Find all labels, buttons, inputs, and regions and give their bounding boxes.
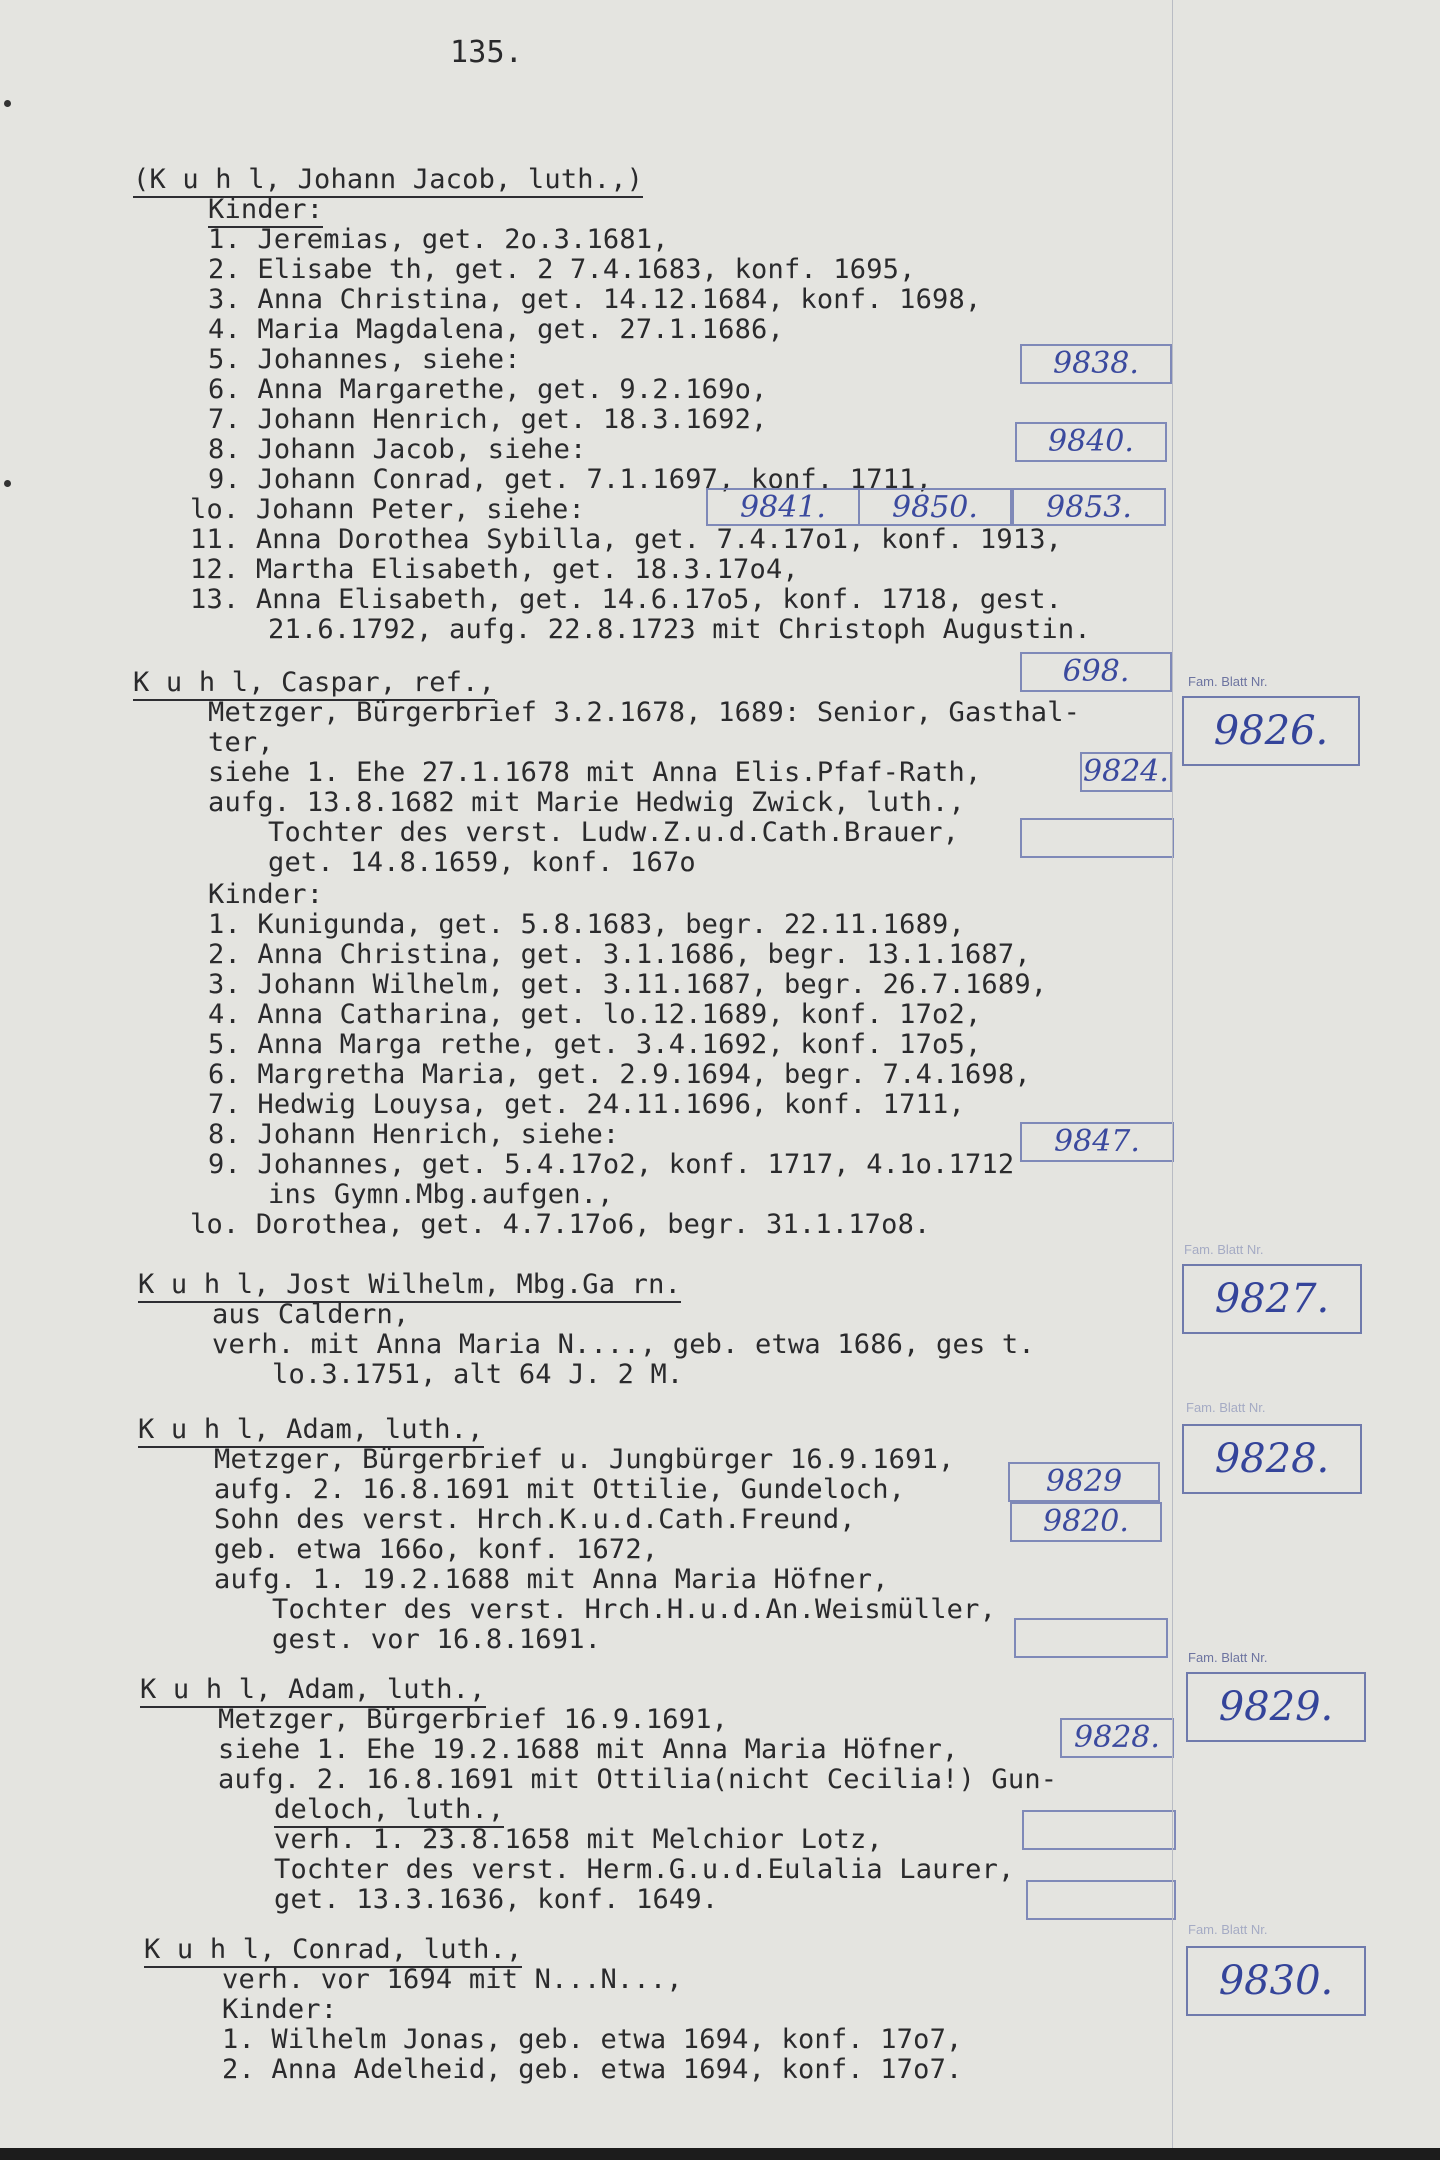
text-line: lo. Dorothea, get. 4.7.17o6, begr. 31.1.17o8. (190, 1209, 931, 1240)
ref-box: 9824. (1080, 752, 1172, 792)
fam-blatt-number: 9830. (1186, 1946, 1366, 2016)
text-line: 12. Martha Elisabeth, get. 18.3.17o4, (190, 554, 799, 585)
text-line: 4. Maria Magdalena, get. 27.1.1686, (208, 314, 784, 345)
text-line: get. 14.8.1659, konf. 167o (268, 847, 696, 878)
entry-heading: K u h l, Adam, luth., (140, 1675, 486, 1708)
text-line: 2. Anna Christina, get. 3.1.1686, begr. 13.1.1687, (208, 939, 1031, 970)
text-line: ter, (208, 727, 274, 758)
text-line: Metzger, Bürgerbrief 16.9.1691, (218, 1704, 729, 1735)
fam-blatt-number: 9829. (1186, 1672, 1366, 1742)
text-line: gest. vor 16.8.1691. (272, 1624, 602, 1655)
fam-blatt-number: 9828. (1182, 1424, 1362, 1494)
text-line: 5. Johannes, siehe: (208, 344, 521, 375)
ref-box: 9829 (1008, 1462, 1160, 1502)
ref-box (1026, 1880, 1176, 1920)
ref-box (1022, 1810, 1176, 1850)
text-line: Tochter des verst. Herm.G.u.d.Eulalia Laurer, (274, 1854, 1015, 1885)
entry-heading: K u h l, Jost Wilhelm, Mbg.Ga rn. (138, 1270, 681, 1303)
text-line: aufg. 2. 16.8.1691 mit Ottilia(nicht Cecilia!) Gun- (218, 1764, 1058, 1795)
fam-blatt-label: Fam. Blatt Nr. (1188, 674, 1268, 689)
text-line: 5. Anna Marga rethe, get. 3.4.1692, konf. 17o5, (208, 1029, 982, 1060)
text-line: 3. Anna Christina, get. 14.12.1684, konf. 1698, (208, 284, 982, 315)
text-line: 7. Hedwig Louysa, get. 24.11.1696, konf. 1711, (208, 1089, 965, 1120)
ref-box: 9838. (1020, 344, 1172, 384)
ref-box: 9850. (858, 488, 1012, 526)
text-line: Tochter des verst. Hrch.H.u.d.An.Weismüller, (272, 1594, 997, 1625)
ref-box (1014, 1618, 1168, 1658)
text-line: lo. Johann Peter, siehe: (190, 494, 585, 525)
text-line: 7. Johann Henrich, get. 18.3.1692, (208, 404, 768, 435)
text-line: Kinder: (208, 195, 323, 228)
text-line: Kinder: (208, 879, 324, 910)
text-line: Tochter des verst. Ludw.Z.u.d.Cath.Brauer, (268, 817, 960, 848)
text-line: ins Gymn.Mbg.aufgen., (268, 1179, 614, 1210)
text-line: 13. Anna Elisabeth, get. 14.6.17o5, konf. 1718, gest. (190, 584, 1063, 615)
text-line: 2. Elisabe th, get. 2 7.4.1683, konf. 1695, (208, 254, 916, 285)
text-line: verh. mit Anna Maria N...., geb. etwa 1686, ges t. (212, 1329, 1035, 1360)
text-line: siehe 1. Ehe 27.1.1678 mit Anna Elis.Pfaf-Rath, (208, 757, 982, 788)
text-line: verh. vor 1694 mit N...N..., (222, 1964, 683, 1995)
text-line: lo.3.1751, alt 64 J. 2 M. (272, 1359, 684, 1390)
text-line: Metzger, Bürgerbrief 3.2.1678, 1689: Senior, Gasthal- (208, 697, 1081, 728)
fam-blatt-label: Fam. Blatt Nr. (1186, 1400, 1266, 1415)
text-line: deloch, luth., (274, 1795, 504, 1828)
text-line: 1. Kunigunda, get. 5.8.1683, begr. 22.11.1689, (208, 909, 965, 940)
entry-heading: K u h l, Adam, luth., (138, 1415, 484, 1448)
text-line: aufg. 2. 16.8.1691 mit Ottilie, Gundeloch, (214, 1474, 906, 1505)
text-line: 1. Jeremias, get. 2o.3.1681, (208, 224, 669, 255)
ref-box (1020, 818, 1174, 858)
ref-box: 9847. (1020, 1122, 1174, 1162)
text-line: 6. Anna Margarethe, get. 9.2.169o, (208, 374, 768, 405)
punch-mark (4, 100, 11, 107)
fam-blatt-number: 9827. (1182, 1264, 1362, 1334)
text-line: 2. Anna Adelheid, geb. etwa 1694, konf. 17o7. (222, 2054, 963, 2085)
fam-blatt-label: Fam. Blatt Nr. (1184, 1242, 1264, 1257)
text-line: 21.6.1792, aufg. 22.8.1723 mit Christoph Augustin. (268, 614, 1091, 645)
text-line: geb. etwa 166o, konf. 1672, (214, 1534, 659, 1565)
text-line: aufg. 13.8.1682 mit Marie Hedwig Zwick, luth., (208, 787, 965, 818)
text-line: 9. Johannes, get. 5.4.17o2, konf. 1717, 4.1o.1712 (208, 1149, 1015, 1180)
text-line: 4. Anna Catharina, get. lo.12.1689, konf. 17o2, (208, 999, 982, 1030)
text-line: 8. Johann Jacob, siehe: (208, 434, 587, 465)
ref-box: 698. (1020, 652, 1172, 692)
text-line: Sohn des verst. Hrch.K.u.d.Cath.Freund, (214, 1504, 856, 1535)
text-line: Metzger, Bürgerbrief u. Jungbürger 16.9.1691, (214, 1444, 955, 1475)
page-number: 135. (450, 35, 524, 70)
entry-heading: K u h l, Caspar, ref., (133, 668, 495, 701)
ref-box: 9853. (1012, 488, 1166, 526)
text-line: 3. Johann Wilhelm, get. 3.11.1687, begr. 26.7.1689, (208, 969, 1048, 1000)
text-line: verh. 1. 23.8.1658 mit Melchior Lotz, (274, 1824, 883, 1855)
text-line: 6. Margretha Maria, get. 2.9.1694, begr. 7.4.1698, (208, 1059, 1031, 1090)
text-line: 8. Johann Henrich, siehe: (208, 1119, 620, 1150)
text-line: 11. Anna Dorothea Sybilla, get. 7.4.17o1, konf. 1913, (190, 524, 1063, 555)
text-line: aufg. 1. 19.2.1688 mit Anna Maria Höfner, (214, 1564, 889, 1595)
fam-blatt-label: Fam. Blatt Nr. (1188, 1922, 1268, 1937)
text-line: Kinder: (222, 1994, 338, 2025)
ref-box: 9828. (1060, 1718, 1174, 1758)
text-line: 1. Wilhelm Jonas, geb. etwa 1694, konf. 17o7, (222, 2024, 963, 2055)
text-line: siehe 1. Ehe 19.2.1688 mit Anna Maria Höfner, (218, 1734, 959, 1765)
entry-heading: K u h l, Conrad, luth., (144, 1935, 522, 1968)
ref-box: 9820. (1010, 1502, 1162, 1542)
ref-box: 9840. (1015, 422, 1167, 462)
text-line: get. 13.3.1636, konf. 1649. (274, 1884, 719, 1915)
text-line: 9. Johann Conrad, get. 7.1.1697, konf. 1711, (208, 464, 933, 495)
punch-mark (4, 480, 11, 487)
text-line: aus Caldern, (212, 1299, 410, 1330)
entry-heading: (K u h l, Johann Jacob, luth.,) (133, 165, 643, 198)
ref-box: 9841. (706, 488, 860, 526)
fam-blatt-number: 9826. (1182, 696, 1360, 766)
fam-blatt-label: Fam. Blatt Nr. (1188, 1650, 1268, 1665)
